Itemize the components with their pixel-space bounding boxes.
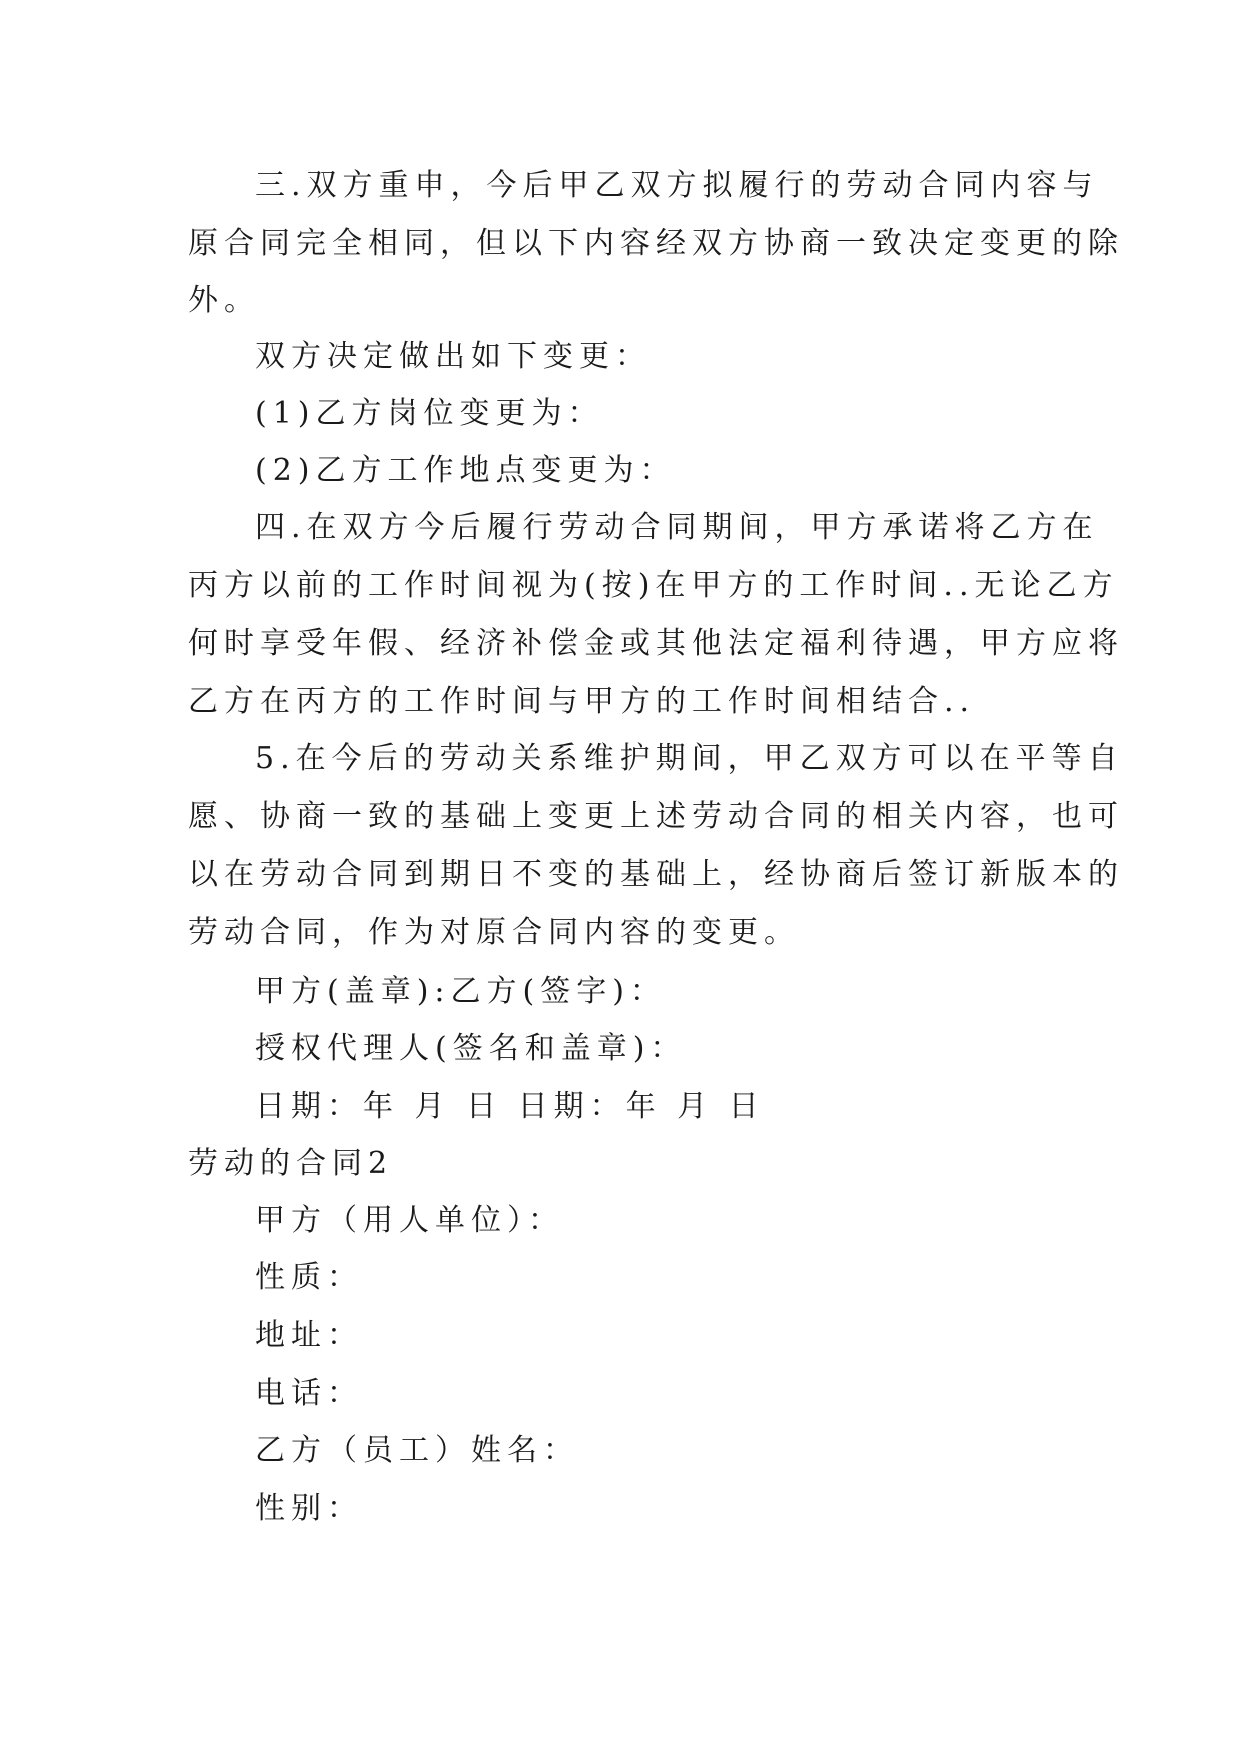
text-line: 5.在今后的劳动关系维护期间，甲乙双方可以在平等自 bbox=[255, 741, 1124, 776]
text-line: 原合同完全相同，但以下内容经双方协商一致决定变更的除 bbox=[188, 226, 1124, 261]
text-line: 丙方以前的工作时间视为(按)在甲方的工作时间..无论乙方 bbox=[188, 568, 1119, 603]
text-line: (1)乙方岗位变更为： bbox=[255, 396, 604, 431]
text-line: 双方决定做出如下变更： bbox=[255, 339, 651, 374]
text-line: 三.双方重申，今后甲乙双方拟履行的劳动合同内容与 bbox=[255, 168, 1099, 203]
text-line: (2)乙方工作地点变更为： bbox=[255, 453, 676, 488]
text-line: 愿、协商一致的基础上变更上述劳动合同的相关内容，也可 bbox=[188, 799, 1124, 834]
text-line: 电话： bbox=[255, 1376, 363, 1411]
text-line: 授权代理人(签名和盖章)： bbox=[255, 1031, 687, 1066]
section-heading: 劳动的合同2 bbox=[188, 1146, 394, 1181]
text-line: 外。 bbox=[188, 283, 260, 318]
text-line: 四.在双方今后履行劳动合同期间，甲方承诺将乙方在 bbox=[255, 510, 1099, 545]
text-line: 何时享受年假、经济补偿金或其他法定福利待遇，甲方应将 bbox=[188, 626, 1124, 661]
text-line: 日期：年 月 日 日期：年 月 日 bbox=[255, 1089, 765, 1124]
text-line: 乙方在丙方的工作时间与甲方的工作时间相结合.. bbox=[188, 684, 976, 719]
text-line: 劳动合同，作为对原合同内容的变更。 bbox=[188, 915, 800, 950]
text-line: 乙方（员工）姓名： bbox=[255, 1433, 579, 1468]
text-line: 性质： bbox=[255, 1260, 363, 1295]
text-line: 甲方（用人单位）： bbox=[255, 1203, 564, 1238]
text-line: 性别： bbox=[255, 1491, 363, 1526]
text-line: 地址： bbox=[255, 1318, 363, 1353]
text-line: 以在劳动合同到期日不变的基础上，经协商后签订新版本的 bbox=[188, 857, 1124, 892]
text-line: 甲方(盖章):乙方(签字)： bbox=[255, 974, 666, 1009]
